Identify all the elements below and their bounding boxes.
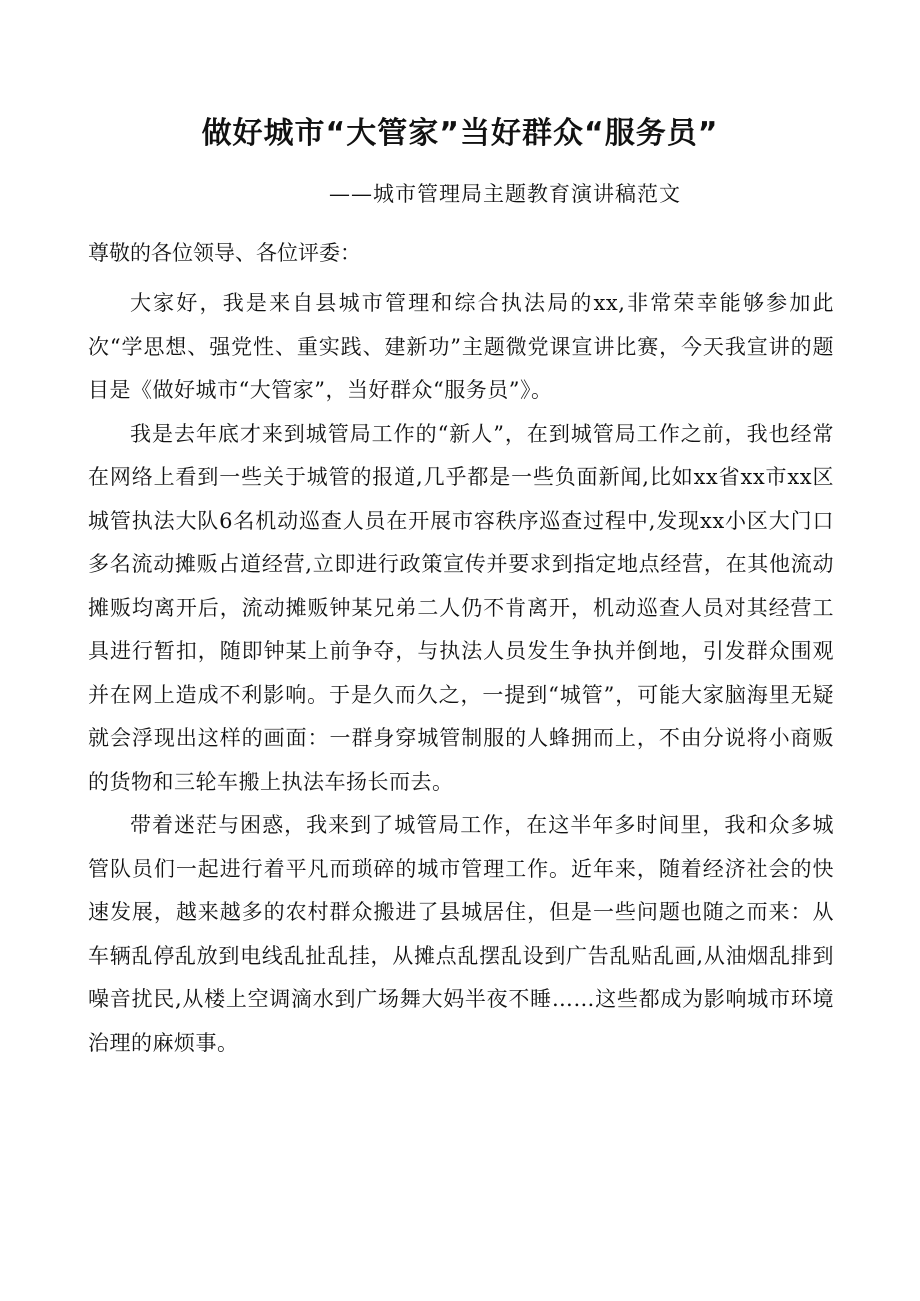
document-body — [88, 282, 834, 1065]
document-subtitle: ——城市管理局主题教育演讲稿范文 — [329, 182, 681, 206]
paragraph-background: 我是去年底才来到城管局工作的“新人”，在到城管局工作之前，我也经常在网络上看到一些关于城管的报道,几乎都是一些负面新闻,比如xx省xx市xx区城管执法大队6名机动巡查人员在开展市容秩序巡查过程中,发现xx小区大门口多名流动摊贩占道经营,立即进行政策宣传并要求到指定地点经营，在其他流动摊贩均离开后，流动摊贩钟某兄弟二人仍不肯离开，机动巡查人员对其经营工具进行暂扣，随即钟某上前争夺，与执法人员发生争执并倒地，引发群众围观并在网上造成不利影响。于是久而久之，一提到“城管”，可能大家脑海里无疑就会浮现出这样的画面：一群身穿城管制服的人蜂拥而上，不由分说将小商贩的货物和三轮车搬上执法车扬长而去。 — [88, 421, 834, 794]
paragraph-work-experience: 带着迷茫与困惑，我来到了城管局工作，在这半年多时间里，我和众多城管队员们一起进行着平凡而琐碎的城市管理工作。近年来，随着经济社会的快速发展，越来越多的农村群众搬进了县城居住，但是一些问题也随之而来：从车辆乱停乱放到电线乱扯乱挂，从摊点乱摆乱设到广告乱贴乱画,从油烟乱排到噪音扰民,从楼上空调滴水到广场舞大妈半夜不睡……这些都成为影响城市环境治理的麻烦事。 — [88, 813, 834, 1055]
document-title: 做好城市“大管家”当好群众“服务员” — [201, 116, 719, 151]
salutation: 尊敬的各位领导、各位评委： — [88, 241, 361, 265]
paragraph-introduction: 大家好，我是来自县城市管理和综合执法局的xx,非常荣幸能够参加此次“学思想、强党性、重实践、建新功”主题微党课宣讲比赛，今天我宣讲的题目是《做好城市“大管家”，当好群众“服务员”》。 — [88, 291, 834, 402]
